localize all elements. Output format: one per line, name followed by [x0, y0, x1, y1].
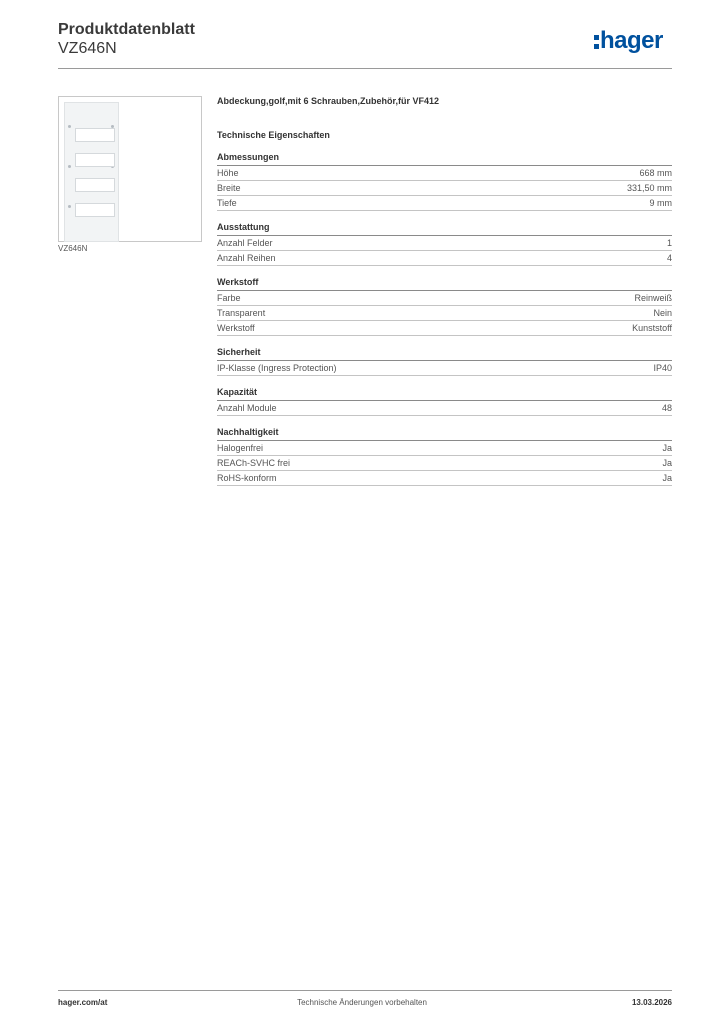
- row-value: 4: [666, 253, 672, 263]
- section-title: Abmessungen: [217, 152, 672, 166]
- screw-icon: [68, 165, 71, 168]
- table-row: [217, 456, 672, 471]
- section-title: Nachhaltigkeit: [217, 427, 672, 441]
- footer-date: 13.03.2026: [631, 998, 672, 1007]
- section-werkstoff: [217, 277, 672, 336]
- header-divider: [58, 68, 672, 69]
- row-label: Anzahl Reihen: [217, 253, 276, 263]
- screw-icon: [68, 205, 71, 208]
- row-value: 1: [666, 238, 672, 248]
- row-value: Ja: [662, 443, 672, 453]
- product-details: [217, 96, 672, 497]
- section-title: Ausstattung: [217, 222, 672, 236]
- row-label: Tiefe: [217, 198, 237, 208]
- table-row: [217, 251, 672, 266]
- row-value: IP40: [653, 363, 672, 373]
- section-sicherheit: [217, 347, 672, 376]
- footer-divider: [58, 990, 672, 991]
- row-value: Ja: [662, 458, 672, 468]
- product-image: [58, 96, 202, 242]
- row-value: Kunststoff: [632, 323, 672, 333]
- row-label: Anzahl Felder: [217, 238, 273, 248]
- table-row: [217, 236, 672, 251]
- section-kapazitaet: [217, 387, 672, 416]
- table-row: [217, 321, 672, 336]
- table-row: [217, 441, 672, 456]
- row-label: IP-Klasse (Ingress Protection): [217, 363, 337, 373]
- hager-logo: [594, 26, 676, 60]
- table-row: [217, 401, 672, 416]
- table-row: [217, 291, 672, 306]
- row-label: RoHS-konform: [217, 473, 277, 483]
- module-slot: [75, 128, 115, 142]
- table-row: [217, 166, 672, 181]
- screw-icon: [68, 125, 71, 128]
- logo-wordmark: hager: [600, 27, 663, 54]
- row-value: 331,50 mm: [626, 183, 672, 193]
- row-label: Halogenfrei: [217, 443, 264, 453]
- row-label: REACh-SVHC frei: [217, 458, 291, 468]
- section-title: Kapazität: [217, 387, 672, 401]
- section-title: Werkstoff: [217, 277, 672, 291]
- row-value: Nein: [653, 308, 672, 318]
- document-title: Produktdatenblatt: [58, 21, 195, 38]
- module-slot: [75, 203, 115, 217]
- row-value: Ja: [662, 473, 672, 483]
- document-subtitle: VZ646N: [58, 40, 117, 57]
- table-row: [217, 306, 672, 321]
- row-value: 9 mm: [649, 198, 672, 208]
- table-row: [217, 181, 672, 196]
- footer-website: hager.com/at: [58, 998, 108, 1007]
- row-value: Reinweiß: [634, 293, 672, 303]
- table-row: [217, 361, 672, 376]
- row-label: Werkstoff: [217, 323, 255, 333]
- row-label: Anzahl Module: [217, 403, 277, 413]
- section-title: Sicherheit: [217, 347, 672, 361]
- section-abmessungen: [217, 152, 672, 211]
- row-label: Farbe: [217, 293, 241, 303]
- row-value: 48: [661, 403, 672, 413]
- product-description: Abdeckung,golf,mit 6 Schrauben,Zubehör,für VF412: [217, 96, 440, 106]
- row-value: 668 mm: [639, 168, 672, 178]
- module-slot: [75, 153, 115, 167]
- image-caption: VZ646N: [58, 244, 88, 253]
- row-label: Breite: [217, 183, 241, 193]
- cover-panel-illustration: [64, 102, 119, 242]
- tech-properties-heading: Technische Eigenschaften: [217, 130, 330, 140]
- table-row: [217, 196, 672, 211]
- section-ausstattung: [217, 222, 672, 266]
- row-label: Transparent: [217, 308, 266, 318]
- table-row: [217, 471, 672, 486]
- module-slot: [75, 178, 115, 192]
- footer-notice: Technische Änderungen vorbehalten: [297, 998, 427, 1007]
- section-nachhaltigkeit: [217, 427, 672, 486]
- row-label: Höhe: [217, 168, 239, 178]
- logo-dots-icon: [594, 35, 599, 53]
